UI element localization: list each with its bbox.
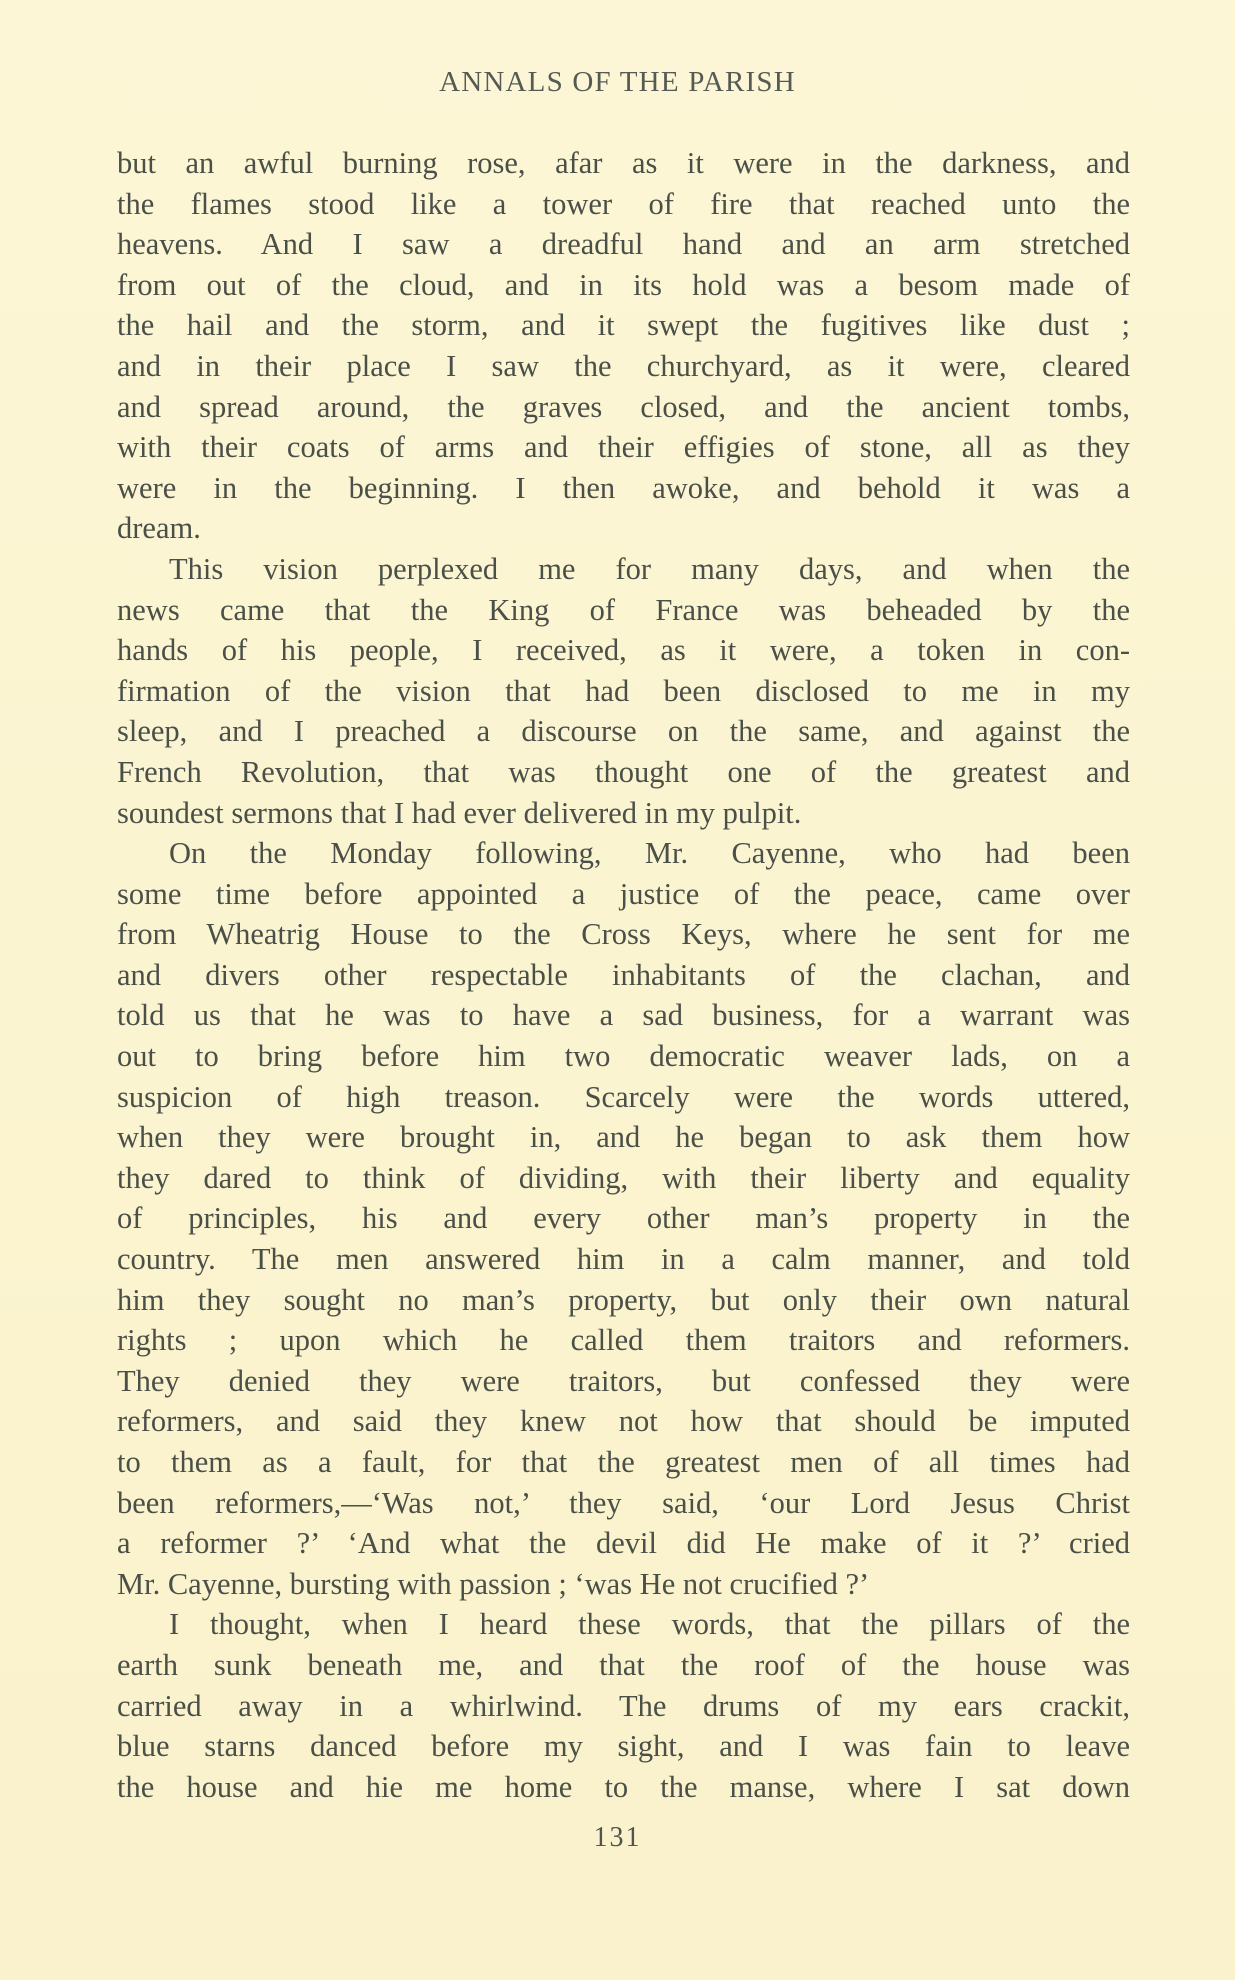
text-line: and spread around, the graves closed, and the ancient tombs,: [117, 389, 1130, 424]
page-number: 131: [593, 1822, 642, 1853]
text-line: when they were brought in, and he began to ask them how: [117, 1120, 1130, 1155]
text-line: reformers, and said they knew not how that should be imputed: [117, 1404, 1130, 1439]
text-line: This vision perplexed me for many days, and when the: [169, 551, 1130, 586]
text-line: French Revolution, that was thought one of the greatest and: [117, 754, 1130, 789]
text-line: and divers other respectable inhabitants of the clachan, and: [117, 957, 1130, 992]
text-line: suspicion of high treason. Scarcely were the words uttered,: [117, 1079, 1130, 1114]
text-line: but an awful burning rose, afar as it were in the darkness, and: [117, 146, 1130, 180]
text-line: dream.: [117, 511, 201, 546]
text-line: blue starns danced before my sight, and I was fain to leave: [117, 1729, 1130, 1764]
text-line: been reformers,—‘Was not,’ they said, ‘our Lord Jesus Christ: [117, 1485, 1130, 1520]
text-line: with their coats of arms and their effigies of stone, all as they: [117, 430, 1130, 465]
text-line: firmation of the vision that had been disclosed to me in my: [117, 673, 1130, 708]
text-line: a reformer ?’ ‘And what the devil did He make of it ?’ cried: [117, 1526, 1130, 1561]
running-head: ANNALS OF THE PARISH: [439, 66, 796, 98]
text-line: heavens. And I saw a dreadful hand and an arm stretched: [117, 227, 1130, 262]
text-line: the hail and the storm, and it swept the fugitives like dust ;: [117, 308, 1130, 343]
text-line: I thought, when I heard these words, that the pillars of the: [169, 1607, 1130, 1642]
text-line: to them as a fault, for that the greatest men of all times had: [117, 1445, 1130, 1479]
text-line: news came that the King of France was beheaded by the: [117, 592, 1130, 627]
text-line: him they sought no man’s property, but only their own natural: [117, 1282, 1130, 1317]
text-line: of principles, his and every other man’s property in the: [117, 1201, 1130, 1236]
text-line: some time before appointed a justice of the peace, came over: [117, 876, 1130, 911]
text-line: earth sunk beneath me, and that the roof of the house was: [117, 1647, 1130, 1682]
text-line: rights ; upon which he called them traitors and reformers.: [117, 1323, 1130, 1358]
text-line: from out of the cloud, and in its hold was a besom made of: [117, 267, 1130, 302]
text-line: out to bring before him two democratic weaver lads, on a: [117, 1039, 1130, 1074]
text-line: were in the beginning. I then awoke, and behold it was a: [117, 470, 1130, 505]
text-line: country. The men answered him in a calm manner, and told: [117, 1242, 1130, 1277]
text-line: they dared to think of dividing, with their liberty and equality: [117, 1160, 1130, 1195]
text-line: soundest sermons that I had ever delivered in my pulpit.: [117, 795, 802, 830]
text-line: told us that he was to have a sad business, for a warrant was: [117, 998, 1130, 1033]
body-text: [117, 143, 1130, 1807]
text-line: sleep, and I preached a discourse on the same, and against the: [117, 714, 1130, 749]
text-line: the flames stood like a tower of fire that reached unto the: [117, 186, 1130, 221]
text-line: carried away in a whirlwind. The drums of my ears crackit,: [117, 1688, 1130, 1723]
text-line: from Wheatrig House to the Cross Keys, where he sent for me: [117, 917, 1130, 952]
text-line: hands of his people, I received, as it were, a token in con-: [117, 633, 1130, 668]
text-line: They denied they were traitors, but confessed they were: [117, 1363, 1130, 1398]
text-line: and in their place I saw the churchyard, as it were, cleared: [117, 348, 1130, 383]
text-line: the house and hie me home to the manse, where I sat down: [117, 1769, 1130, 1804]
text-line: Mr. Cayenne, bursting with passion ; ‘was He not crucified ?’: [117, 1566, 870, 1601]
text-line: On the Monday following, Mr. Cayenne, who had been: [169, 836, 1130, 871]
